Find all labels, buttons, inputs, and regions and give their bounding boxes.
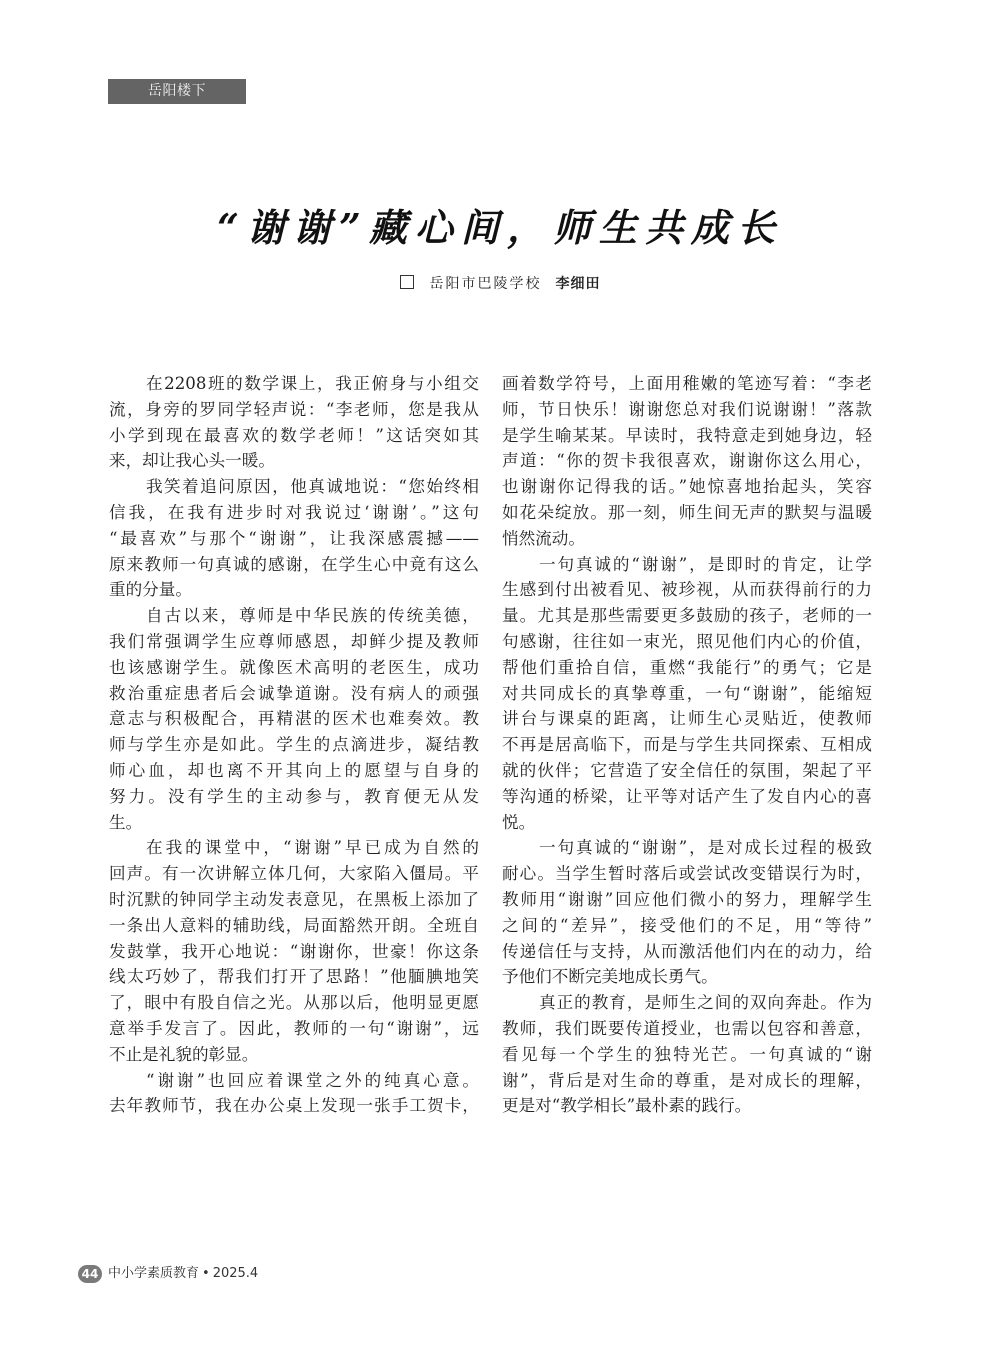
text-line: 小学到现在最喜欢的数学老师！”这话突如其 [109, 425, 479, 445]
text-line: 线太巧妙了，帮我们打开了思路！”他腼腆地笑 [109, 967, 479, 987]
text-line: 对共同成长的真挚尊重，一句“谢谢”，能缩短 [502, 683, 872, 703]
text-line: 我们常强调学生应尊师感恩，却鲜少提及教师 [109, 631, 479, 651]
text-line: 了，眼中有股自信之光。从那以后，他明显更愿 [109, 993, 479, 1013]
article-title: “谢谢”藏心间，师生共成长 [217, 205, 783, 250]
text-line: 信我，在我有进步时对我说过‘谢谢’。”这句 [109, 502, 479, 522]
text-line: 悦。 [502, 812, 536, 832]
text-line: 生感到付出被看见、被珍视，从而获得前行的力 [502, 580, 872, 600]
right-column [502, 371, 872, 1119]
page-footer [78, 1263, 258, 1285]
issue-number: 2025.4 [212, 1266, 259, 1281]
text-line: 之间的“差异”，接受他们的不足，用“等待” [502, 915, 872, 935]
text-line: 悄然流动。 [502, 528, 585, 548]
square-box-icon [400, 275, 414, 289]
text-line: 耐心。当学生暂时落后或尝试改变错误行为时， [502, 864, 872, 884]
text-line: 努力。没有学生的主动参与，教育便无从发 [109, 786, 479, 806]
text-line: 生。 [109, 812, 143, 832]
author-name: 李细田 [555, 276, 601, 292]
text-line: 句感谢，往往如一束光，照见他们内心的价值， [502, 631, 872, 651]
text-line: 原来教师一句真诚的感谢，在学生心中竟有这么 [109, 554, 479, 574]
byline [300, 274, 700, 294]
left-column [109, 371, 479, 1119]
text-line: 流，身旁的罗同学轻声说：“李老师，您是我从 [109, 399, 479, 419]
text-line: 不再是居高临下，而是与学生共同探索、互相成 [502, 735, 872, 755]
text-line: 在我的课堂中，“谢谢”早已成为自然的 [146, 838, 479, 858]
text-line: 就的伙伴；它营造了安全信任的氛围，架起了平 [502, 760, 872, 780]
text-line: 一条出人意料的辅助线，局面豁然开朗。全班自 [109, 915, 479, 935]
text-line: 意举手发言了。因此，教师的一句“谢谢”，远 [109, 1018, 479, 1038]
text-line: 讲台与课桌的距离，让师生心灵贴近，使教师 [502, 709, 872, 729]
text-line: 教师，我们既要传道授业，也需以包容和善意， [502, 1018, 872, 1038]
text-line: 师心血，却也离不开其向上的愿望与自身的 [109, 760, 479, 780]
text-line: 声道：“你的贺卡我很喜欢，谢谢你这么用心， [502, 451, 872, 471]
text-line: 谢”，背后是对生命的尊重，是对成长的理解， [502, 1070, 872, 1090]
text-line: 时沉默的钟同学主动发表意见，在黑板上添加了 [109, 889, 479, 909]
text-line: “谢谢”也回应着课堂之外的纯真心意。 [146, 1070, 479, 1090]
text-line: 在2208班的数学课上，我正俯身与小组交 [146, 374, 479, 393]
text-line: 也该感谢学生。就像医术高明的老医生，成功 [109, 657, 479, 677]
text-line: 回声。有一次讲解立体几何，大家陷入僵局。平 [109, 864, 479, 884]
text-line: 是学生喻某某。早读时，我特意走到她身边，轻 [502, 425, 872, 445]
text-line: 不止是礼貌的彰显。 [109, 1044, 259, 1064]
text-line: 我笑着追问原因，他真诚地说：“您始终相 [146, 477, 479, 497]
page-number: 44 [78, 1265, 102, 1283]
text-line: 如花朵绽放。那一刻，师生间无声的默契与温暖 [502, 502, 872, 522]
text-line: 师与学生亦是如此。学生的点滴进步，凝结教 [109, 735, 479, 755]
text-line: 一句真诚的“谢谢”，是对成长过程的极致 [539, 838, 872, 858]
text-line: 帮他们重拾自信，重燃“我能行”的勇气；它是 [502, 657, 872, 677]
text-line: 自古以来，尊师是中华民族的传统美德， [146, 606, 479, 626]
author-school: 岳阳市巴陵学校 [429, 276, 542, 292]
text-line: 真正的教育，是师生之间的双向奔赴。作为 [539, 993, 872, 1013]
text-line: 发鼓掌，我开心地说：“谢谢你，世豪！你这条 [109, 941, 479, 961]
footer-separator: • [202, 1266, 210, 1281]
text-line: 师，节日快乐！谢谢您总对我们说谢谢！”落款 [502, 399, 872, 419]
text-line: 去年教师节，我在办公桌上发现一张手工贺卡， [109, 1096, 479, 1116]
text-line: 来，却让我心头一暖。 [109, 451, 275, 471]
text-line: “最喜欢”与那个“谢谢”，让我深感震撼—— [109, 528, 479, 548]
text-line: 传递信任与支持，从而激活他们内在的动力，给 [502, 941, 872, 961]
text-line: 一句真诚的“谢谢”，是即时的肯定，让学 [539, 554, 872, 574]
text-line: 重的分量。 [109, 580, 192, 600]
text-line: 予他们不断完美地成长勇气。 [502, 967, 718, 987]
journal-name: 中小学素质教育 [108, 1266, 200, 1281]
text-line: 更是对“教学相长”最朴素的践行。 [502, 1096, 752, 1116]
text-line: 看见每一个学生的独特光芒。一句真诚的“谢 [502, 1044, 872, 1064]
text-line: 意志与积极配合，再精湛的医术也难奏效。教 [109, 709, 479, 729]
text-line: 救治重症患者后会诚挚道谢。没有病人的顽强 [109, 683, 479, 703]
text-line: 画着数学符号，上面用稚嫩的笔迹写着：“李老 [502, 374, 872, 393]
text-line: 教师用“谢谢”回应他们微小的努力，理解学生 [502, 889, 872, 909]
section-badge: 岳阳楼下 [108, 79, 246, 104]
text-line: 等沟通的桥梁，让平等对话产生了发自内心的喜 [502, 786, 872, 806]
text-line: 量。尤其是那些需要更多鼓励的孩子，老师的一 [502, 606, 872, 626]
text-line: 也谢谢你记得我的话。”她惊喜地抬起头，笑容 [502, 477, 872, 497]
